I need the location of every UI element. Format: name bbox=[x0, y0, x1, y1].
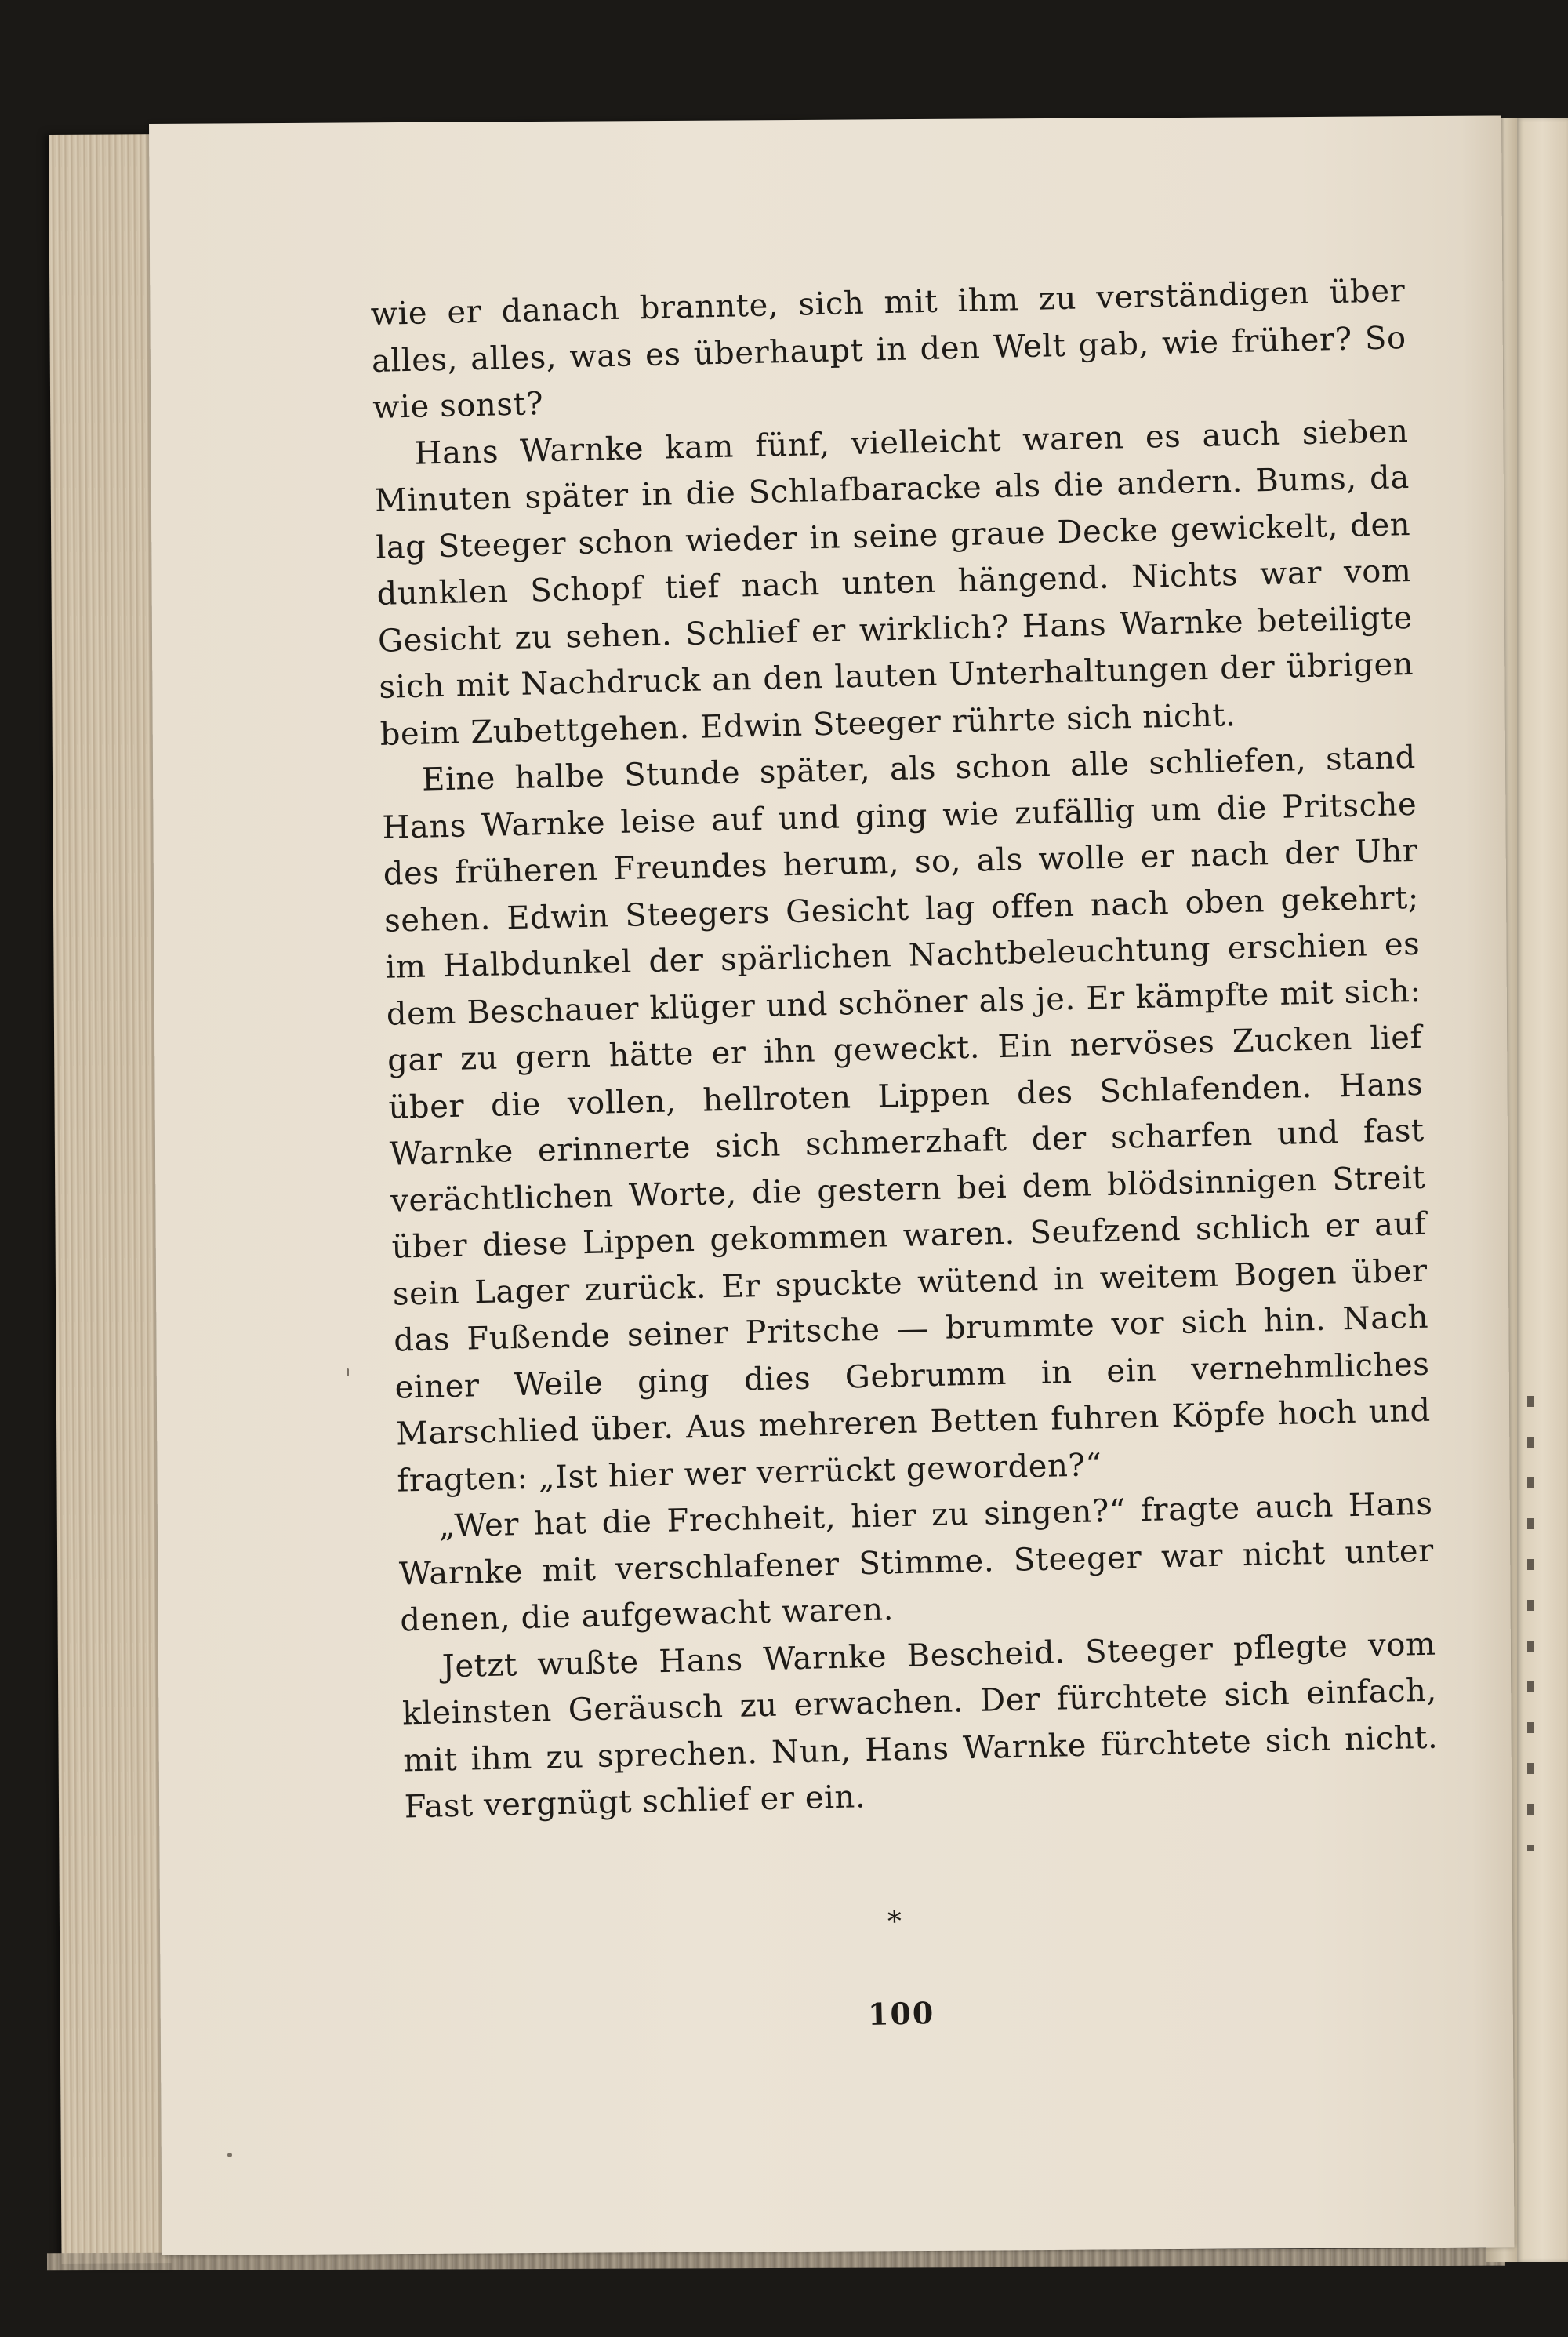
paper-speck bbox=[227, 2153, 232, 2157]
paragraph-4: „Wer hat die Frechheit, hier zu singen?“ fragte auch Hans Warnke mit verschlafener Stimme. Steeger war nicht unter denen, die aufgewacht waren. bbox=[398, 1485, 1435, 1639]
paragraph-1: wie er danach brannte, sich mit ihm zu verständigen über alles, alles, was es überhaupt in den Welt gab, wie früher? So wie sonst? bbox=[370, 273, 1407, 426]
next-page-edge bbox=[1517, 118, 1568, 2262]
section-asterism: * bbox=[887, 1905, 902, 1939]
paragraph-3: Eine halbe Stunde später, als schon alle schliefen, stand Hans Warnke leise auf und ging wie zufällig um die Pritsche des früheren Freundes herum, so, als wolle er nach der Uhr sehen. Edwin Steegers Gesicht lag offen nach oben gekehrt; im Halbdunkel der spärlichen Nachtbeleuchtung erschien es dem Beschauer klüger und schöner als je. Er kämpfte mit sich: gar zu gern hätte er ihn geweckt. Ein nervöses Zucken lief über die vollen, hellroten Lippen des Schlafenden. Hans Warnke erinnerte sich schmerzhaft der scharfen und fast verächtlichen Worte, die gestern bei dem blödsinnigen Streit über diese Lippen gekommen waren. Seufzend schlich er auf sein Lager zurück. Er spuckte wütend in weitem Bogen über das Fußende seiner Pritsche — brummte vor sich hin. Nach einer Weile ging dies Gebrumm in ein vernehmliches Marschlied über. Aus mehreren Betten fuhren Köpfe hoch und fragten: „Ist hier wer verrückt geworden?“ bbox=[381, 739, 1432, 1499]
body-text bbox=[370, 268, 1439, 1831]
paragraph-2: Hans Warnke kam fünf, vielleicht waren es auch sieben Minuten später in die Schlafbaracke als die andern. Bums, da lag Steeger schon wieder in seine graue Decke gewickelt, den dunklen Schopf tief nach unten hängend. Nichts war vom Gesicht zu sehen. Schlief er wirklich? Hans Warnke beteiligte sich mit Nachdruck an den lauten Unterhaltungen der übrigen beim Zubettgehen. Edwin Steeger rührte sich nicht. bbox=[374, 413, 1414, 753]
paper-speck bbox=[347, 1368, 349, 1376]
next-page-marks bbox=[1527, 1396, 1534, 1851]
page-number: 100 bbox=[867, 1995, 935, 2032]
paragraph-5: Jetzt wußte Hans Warnke Bescheid. Steeger pflegte vom kleinsten Geräusch zu erwachen. Der fürchtete sich einfach, mit ihm zu sprechen. Nun, Hans Warnke fürchtete sich nicht. Fast vergnügt schlief er ein. bbox=[401, 1626, 1439, 1826]
